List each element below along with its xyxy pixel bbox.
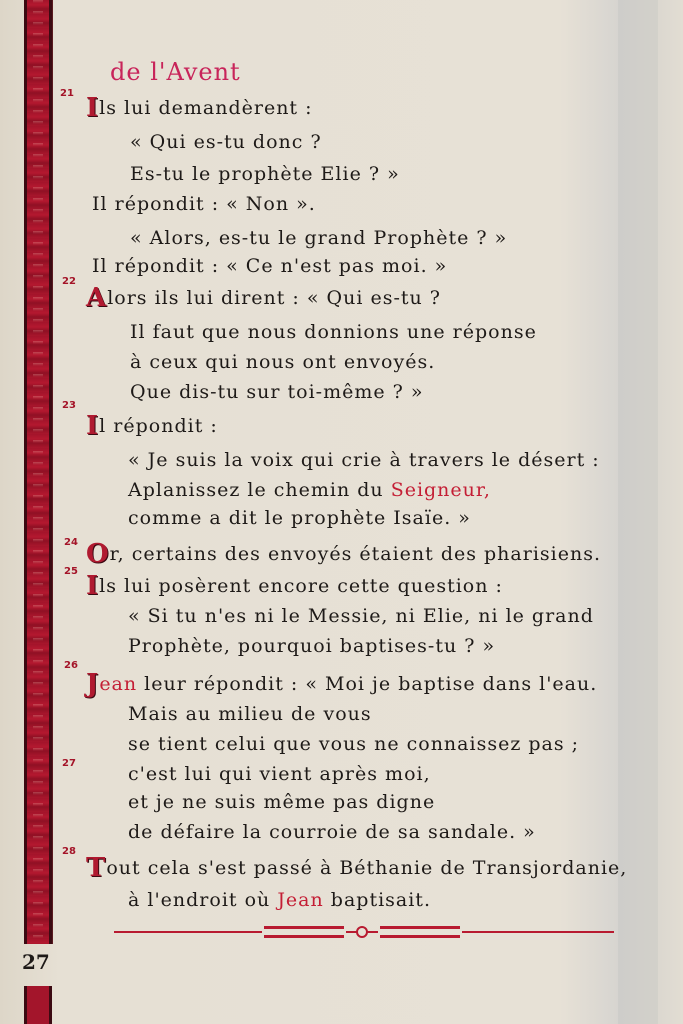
verse-number: 22	[62, 276, 76, 287]
text-line: Que dis-tu sur toi-même ? »	[130, 381, 424, 403]
text-line: Ils lui posèrent encore cette question :	[86, 571, 503, 601]
text-line: Prophète, pourquoi baptises-tu ? »	[128, 635, 496, 657]
text-line: Aplanissez le chemin du Seigneur,	[128, 479, 491, 501]
verse-number: 28	[62, 846, 76, 857]
text-line: Il faut que nous donnions une réponse	[130, 321, 537, 343]
verse-number: 23	[62, 400, 76, 411]
decorative-divider	[114, 922, 614, 942]
text-line: à ceux qui nous ont envoyés.	[130, 351, 436, 373]
drop-cap: A	[86, 283, 108, 313]
drop-cap: T	[86, 853, 107, 883]
text-line: se tient celui que vous ne connaissez pas ;	[128, 733, 580, 755]
decorative-border-bottom	[24, 986, 52, 1024]
text-line: et je ne suis même pas digne	[128, 791, 436, 813]
rubric-word: Jean	[277, 889, 324, 911]
verse-number: 24	[64, 537, 78, 548]
text-line: à l'endroit où Jean baptisait.	[128, 889, 431, 911]
text-line: « Si tu n'es ni le Messie, ni Elie, ni le grand	[128, 605, 594, 627]
drop-cap: I	[86, 411, 100, 441]
text-line: « Alors, es-tu le grand Prophète ? »	[130, 227, 508, 249]
text-line: Alors ils lui dirent : « Qui es-tu ?	[86, 283, 441, 313]
text-line: « Qui es-tu donc ?	[130, 131, 322, 153]
verse-number: 27	[62, 758, 76, 769]
verse-number: 21	[60, 88, 74, 99]
text-line: Il répondit : « Non ».	[92, 193, 316, 215]
drop-cap: J	[86, 669, 100, 699]
drop-cap: I	[86, 571, 100, 601]
text-line: Jean leur répondit : « Moi je baptise dans l'eau.	[86, 669, 598, 699]
page-title: de l'Avent	[110, 58, 241, 86]
rubric-word: Seigneur,	[390, 479, 491, 501]
text-line: Or, certains des envoyés étaient des pharisiens.	[86, 539, 602, 569]
rubric-word: ean	[99, 673, 138, 695]
text-line: Il répondit : « Ce n'est pas moi. »	[92, 255, 448, 277]
verse-number: 25	[64, 566, 78, 577]
verse-number: 26	[64, 660, 78, 671]
drop-cap: I	[86, 93, 100, 123]
text-line: comme a dit le prophète Isaïe. »	[128, 507, 471, 529]
text-line: Mais au milieu de vous	[128, 703, 372, 725]
text-line: Es-tu le prophète Elie ? »	[130, 163, 400, 185]
drop-cap: O	[86, 539, 110, 569]
text-line: Tout cela s'est passé à Béthanie de Transjordanie,	[86, 853, 628, 883]
text-line: « Je suis la voix qui crie à travers le désert :	[128, 449, 600, 471]
page-number: 27	[22, 950, 50, 974]
text-line: Il répondit :	[86, 411, 218, 441]
decorative-border	[24, 0, 52, 944]
text-line: de défaire la courroie de sa sandale. »	[128, 821, 536, 843]
text-line: Ils lui demandèrent :	[86, 93, 313, 123]
text-line: c'est lui qui vient après moi,	[128, 763, 431, 785]
